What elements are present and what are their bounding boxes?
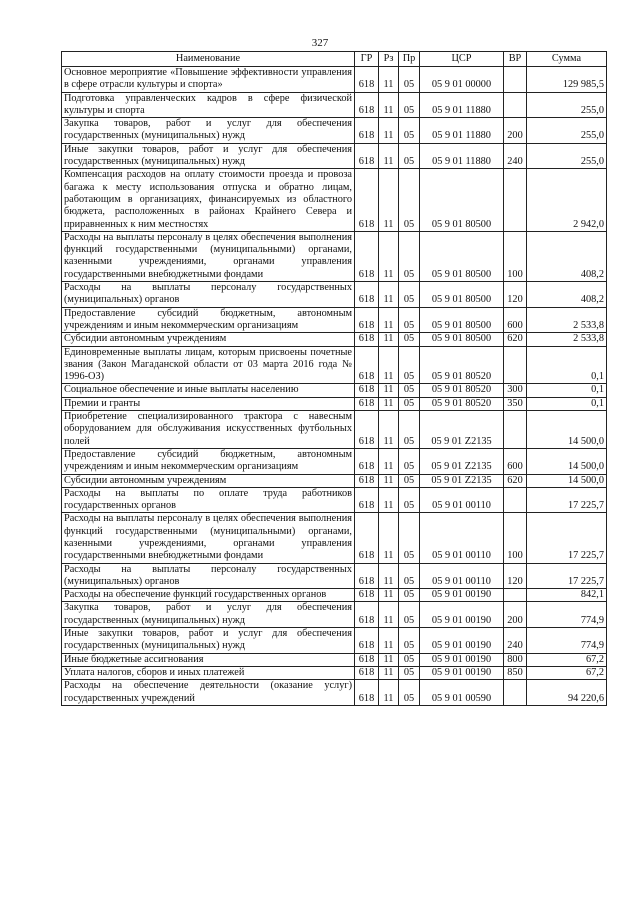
cell-vr: 620 (504, 474, 527, 487)
cell-gr: 618 (355, 67, 379, 93)
cell-gr: 618 (355, 92, 379, 118)
cell-csr: 05 9 01 80500 (420, 169, 504, 231)
table-row (62, 92, 607, 118)
header-rz: Рз (379, 52, 399, 67)
cell-name: Основное мероприятие «Повышение эффективности управления в сфере отрасли культуры и спорта» (62, 67, 355, 93)
cell-name: Расходы на обеспечение деятельности (оказание услуг) государственных учреждений (62, 680, 355, 706)
cell-sum: 17 225,7 (527, 513, 607, 563)
cell-csr: 05 9 01 Z2135 (420, 474, 504, 487)
cell-vr: 600 (504, 448, 527, 474)
cell-name: Закупка товаров, работ и услуг для обеспечения государственных (муниципальных) нужд (62, 118, 355, 144)
cell-rz: 11 (379, 333, 399, 346)
cell-pr: 05 (399, 448, 420, 474)
table-row (62, 118, 607, 144)
cell-pr: 05 (399, 513, 420, 563)
cell-pr: 05 (399, 67, 420, 93)
cell-sum: 0,1 (527, 384, 607, 397)
header-vr: ВР (504, 52, 527, 67)
cell-name: Расходы на выплаты по оплате труда работников государственных органов (62, 487, 355, 513)
cell-sum: 774,9 (527, 602, 607, 628)
cell-rz: 11 (379, 67, 399, 93)
cell-vr: 620 (504, 333, 527, 346)
cell-rz: 11 (379, 487, 399, 513)
cell-pr: 05 (399, 628, 420, 654)
cell-csr: 05 9 01 11880 (420, 92, 504, 118)
cell-pr: 05 (399, 231, 420, 281)
cell-pr: 05 (399, 602, 420, 628)
cell-gr: 618 (355, 628, 379, 654)
cell-pr: 05 (399, 563, 420, 589)
cell-csr: 05 9 01 80500 (420, 307, 504, 333)
cell-rz: 11 (379, 92, 399, 118)
cell-gr: 618 (355, 680, 379, 706)
cell-name: Иные закупки товаров, работ и услуг для обеспечения государственных (муниципальных) нужд (62, 143, 355, 169)
cell-pr: 05 (399, 487, 420, 513)
cell-rz: 11 (379, 384, 399, 397)
header-name: Наименование (62, 52, 355, 67)
cell-gr: 618 (355, 307, 379, 333)
cell-vr: 200 (504, 602, 527, 628)
cell-sum: 2 533,8 (527, 307, 607, 333)
cell-name: Подготовка управленческих кадров в сфере физической культуры и спорта (62, 92, 355, 118)
table-row (62, 448, 607, 474)
cell-vr: 850 (504, 666, 527, 679)
cell-gr: 618 (355, 118, 379, 144)
table-row (62, 563, 607, 589)
table-row (62, 231, 607, 281)
cell-gr: 618 (355, 169, 379, 231)
cell-gr: 618 (355, 474, 379, 487)
page-number: 327 (311, 37, 329, 49)
cell-vr (504, 346, 527, 384)
cell-pr: 05 (399, 118, 420, 144)
cell-name: Расходы на выплаты персоналу в целях обеспечения выполнения функций государственными (муниципальными) органами, казенными учреждениями, органами управления государственными внебюджетными фондами (62, 513, 355, 563)
table-row (62, 333, 607, 346)
table-row (62, 474, 607, 487)
table-row (62, 307, 607, 333)
cell-rz: 11 (379, 448, 399, 474)
cell-vr: 240 (504, 143, 527, 169)
table-header-row (62, 52, 607, 67)
cell-csr: 05 9 01 80500 (420, 231, 504, 281)
cell-gr: 618 (355, 589, 379, 602)
cell-sum: 2 533,8 (527, 333, 607, 346)
cell-name: Субсидии автономным учреждениям (62, 474, 355, 487)
cell-pr: 05 (399, 474, 420, 487)
cell-rz: 11 (379, 282, 399, 308)
cell-pr: 05 (399, 346, 420, 384)
table-body (62, 67, 607, 706)
cell-vr: 100 (504, 231, 527, 281)
cell-csr: 05 9 01 11880 (420, 118, 504, 144)
cell-vr: 100 (504, 513, 527, 563)
cell-gr: 618 (355, 563, 379, 589)
table-row (62, 282, 607, 308)
cell-rz: 11 (379, 231, 399, 281)
cell-sum: 0,1 (527, 397, 607, 410)
cell-gr: 618 (355, 448, 379, 474)
header-csr: ЦСР (420, 52, 504, 67)
cell-rz: 11 (379, 397, 399, 410)
table-row (62, 602, 607, 628)
cell-csr: 05 9 01 80520 (420, 384, 504, 397)
cell-sum: 255,0 (527, 92, 607, 118)
cell-csr: 05 9 01 80520 (420, 397, 504, 410)
cell-vr (504, 92, 527, 118)
cell-csr: 05 9 01 00190 (420, 602, 504, 628)
table-row (62, 346, 607, 384)
cell-csr: 05 9 01 00190 (420, 666, 504, 679)
table-row (62, 589, 607, 602)
cell-vr (504, 67, 527, 93)
cell-gr: 618 (355, 513, 379, 563)
table-row (62, 487, 607, 513)
cell-sum: 408,2 (527, 231, 607, 281)
cell-vr: 800 (504, 653, 527, 666)
cell-pr: 05 (399, 680, 420, 706)
cell-rz: 11 (379, 602, 399, 628)
cell-pr: 05 (399, 653, 420, 666)
table-row (62, 666, 607, 679)
cell-name: Единовременные выплаты лицам, которым присвоены почетные звания (Закон Магаданской области от 03 марта 2016 года № 1996-ОЗ) (62, 346, 355, 384)
cell-sum: 94 220,6 (527, 680, 607, 706)
cell-csr: 05 9 01 80500 (420, 282, 504, 308)
cell-pr: 05 (399, 92, 420, 118)
cell-csr: 05 9 01 Z2135 (420, 411, 504, 449)
cell-pr: 05 (399, 411, 420, 449)
cell-gr: 618 (355, 653, 379, 666)
cell-pr: 05 (399, 333, 420, 346)
cell-csr: 05 9 01 00110 (420, 487, 504, 513)
cell-name: Социальное обеспечение и иные выплаты населению (62, 384, 355, 397)
cell-vr: 350 (504, 397, 527, 410)
cell-rz: 11 (379, 143, 399, 169)
cell-rz: 11 (379, 653, 399, 666)
cell-sum: 774,9 (527, 628, 607, 654)
cell-rz: 11 (379, 513, 399, 563)
cell-sum: 17 225,7 (527, 487, 607, 513)
cell-sum: 255,0 (527, 118, 607, 144)
cell-csr: 05 9 01 00000 (420, 67, 504, 93)
cell-sum: 17 225,7 (527, 563, 607, 589)
cell-rz: 11 (379, 628, 399, 654)
table-row (62, 513, 607, 563)
cell-rz: 11 (379, 563, 399, 589)
cell-rz: 11 (379, 346, 399, 384)
cell-rz: 11 (379, 169, 399, 231)
table-row (62, 384, 607, 397)
cell-name: Субсидии автономным учреждениям (62, 333, 355, 346)
cell-name: Уплата налогов, сборов и иных платежей (62, 666, 355, 679)
cell-pr: 05 (399, 666, 420, 679)
cell-name: Предоставление субсидий бюджетным, автономным учреждениям и иным некоммерческим организациям (62, 307, 355, 333)
cell-name: Расходы на выплаты персоналу в целях обеспечения выполнения функций государственными (муниципальными) органами, казенными учреждениями, органами управления государственными внебюджетными фондами (62, 231, 355, 281)
cell-sum: 14 500,0 (527, 411, 607, 449)
cell-pr: 05 (399, 307, 420, 333)
cell-gr: 618 (355, 666, 379, 679)
cell-pr: 05 (399, 143, 420, 169)
cell-csr: 05 9 01 00110 (420, 563, 504, 589)
cell-name: Премии и гранты (62, 397, 355, 410)
cell-vr (504, 487, 527, 513)
cell-sum: 842,1 (527, 589, 607, 602)
cell-sum: 0,1 (527, 346, 607, 384)
cell-vr: 200 (504, 118, 527, 144)
cell-sum: 67,2 (527, 653, 607, 666)
cell-csr: 05 9 01 Z2135 (420, 448, 504, 474)
cell-vr: 120 (504, 563, 527, 589)
cell-vr: 600 (504, 307, 527, 333)
cell-gr: 618 (355, 411, 379, 449)
cell-name: Закупка товаров, работ и услуг для обеспечения государственных (муниципальных) нужд (62, 602, 355, 628)
cell-gr: 618 (355, 346, 379, 384)
cell-rz: 11 (379, 666, 399, 679)
cell-vr (504, 589, 527, 602)
table-row (62, 143, 607, 169)
cell-name: Иные закупки товаров, работ и услуг для обеспечения государственных (муниципальных) нужд (62, 628, 355, 654)
table-row (62, 680, 607, 706)
cell-gr: 618 (355, 384, 379, 397)
cell-csr: 05 9 01 11880 (420, 143, 504, 169)
cell-pr: 05 (399, 282, 420, 308)
table-row (62, 628, 607, 654)
header-pr: Пр (399, 52, 420, 67)
cell-vr: 120 (504, 282, 527, 308)
cell-sum: 67,2 (527, 666, 607, 679)
cell-vr: 240 (504, 628, 527, 654)
cell-vr (504, 169, 527, 231)
table-row (62, 397, 607, 410)
cell-name: Приобретение специализированного трактора с навесным оборудованием для обслуживания искусственных футбольных полей (62, 411, 355, 449)
cell-csr: 05 9 01 00190 (420, 589, 504, 602)
table-row (62, 653, 607, 666)
cell-csr: 05 9 01 00590 (420, 680, 504, 706)
cell-pr: 05 (399, 589, 420, 602)
table-row (62, 411, 607, 449)
cell-name: Иные бюджетные ассигнования (62, 653, 355, 666)
cell-sum: 2 942,0 (527, 169, 607, 231)
cell-pr: 05 (399, 397, 420, 410)
cell-sum: 129 985,5 (527, 67, 607, 93)
cell-gr: 618 (355, 487, 379, 513)
cell-gr: 618 (355, 143, 379, 169)
header-sum: Сумма (527, 52, 607, 67)
cell-vr (504, 680, 527, 706)
cell-csr: 05 9 01 80500 (420, 333, 504, 346)
cell-rz: 11 (379, 411, 399, 449)
cell-name: Компенсация расходов на оплату стоимости проезда и провоза багажа к месту использования отпуска и обратно лицам, работающим в организациях, финансируемых из областного бюджета, расположенных в районах Крайнего Севера и приравненных к ним местностях (62, 169, 355, 231)
cell-gr: 618 (355, 333, 379, 346)
cell-sum: 255,0 (527, 143, 607, 169)
cell-sum: 14 500,0 (527, 474, 607, 487)
budget-table (61, 51, 607, 706)
cell-rz: 11 (379, 589, 399, 602)
cell-csr: 05 9 01 00190 (420, 653, 504, 666)
cell-sum: 408,2 (527, 282, 607, 308)
cell-csr: 05 9 01 80520 (420, 346, 504, 384)
table-row (62, 169, 607, 231)
cell-gr: 618 (355, 397, 379, 410)
cell-pr: 05 (399, 169, 420, 231)
cell-vr (504, 411, 527, 449)
cell-gr: 618 (355, 231, 379, 281)
header-gr: ГР (355, 52, 379, 67)
cell-csr: 05 9 01 00190 (420, 628, 504, 654)
cell-name: Расходы на обеспечение функций государственных органов (62, 589, 355, 602)
cell-name: Расходы на выплаты персоналу государственных (муниципальных) органов (62, 282, 355, 308)
table-row (62, 67, 607, 93)
cell-rz: 11 (379, 118, 399, 144)
cell-name: Предоставление субсидий бюджетным, автономным учреждениям и иным некоммерческим организациям (62, 448, 355, 474)
cell-rz: 11 (379, 307, 399, 333)
cell-gr: 618 (355, 282, 379, 308)
cell-vr: 300 (504, 384, 527, 397)
cell-rz: 11 (379, 474, 399, 487)
cell-name: Расходы на выплаты персоналу государственных (муниципальных) органов (62, 563, 355, 589)
cell-rz: 11 (379, 680, 399, 706)
cell-csr: 05 9 01 00110 (420, 513, 504, 563)
cell-sum: 14 500,0 (527, 448, 607, 474)
cell-gr: 618 (355, 602, 379, 628)
cell-pr: 05 (399, 384, 420, 397)
